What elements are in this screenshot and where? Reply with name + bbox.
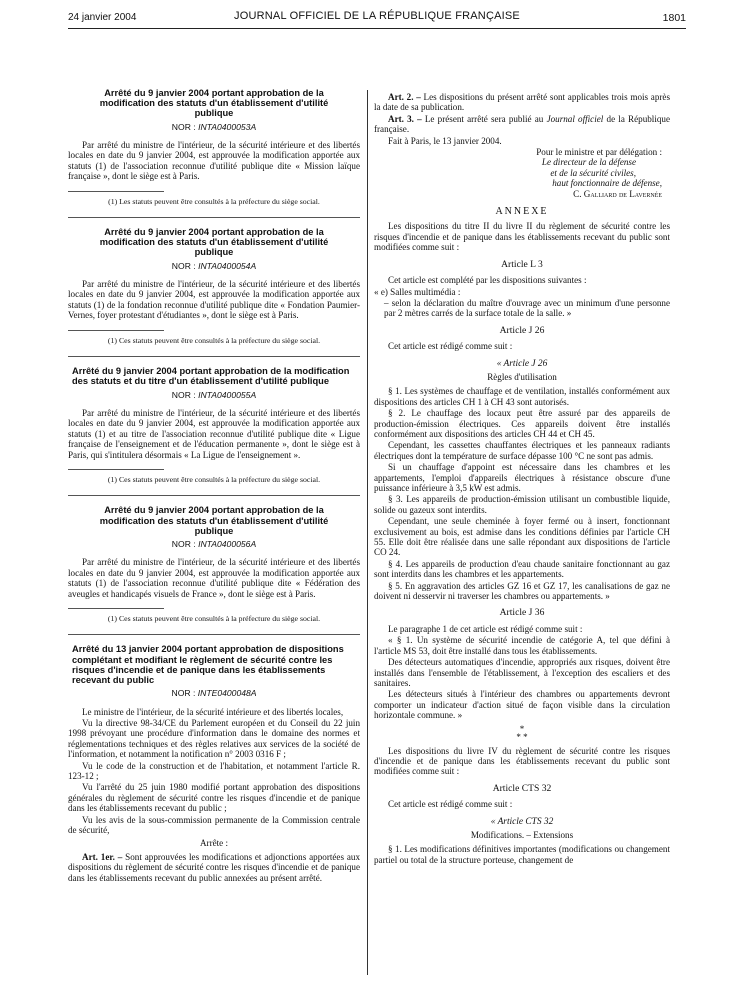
decree-paragraph: Vu les avis de la sous-commission permanente de la Commission centrale de sécurité, [68, 814, 360, 836]
nor-reference: NOR : INTA0400054A [171, 260, 257, 271]
footnote-rule [68, 330, 164, 331]
article-paragraph: § 1. Les systèmes de chauffage et de ventilation, installés conformément aux dispositions des articles CH 1 à CH 43 sont autorisés. [374, 386, 670, 407]
annexe-intro: Les dispositions du titre II du livre II du règlement de sécurité contre les risques d'incendie et de panique dans les établissements recevant du public sont modifiées comme suit : [374, 221, 670, 253]
livre-intro: Les dispositions du livre IV du règlement de sécurité contre les risques d'incendie et de panique dans les établissements recevant du public sont modifiées comme suit : [374, 745, 670, 777]
header-rule [68, 28, 686, 29]
decree-paragraph: Le ministre de l'intérieur, de la sécurité intérieure et des libertés locales, [82, 706, 344, 717]
article-paragraph: Les détecteurs situés à l'intérieur des chambres ou appartements devront comporter un indicateur d'action situé de façon visible dans la circulation horizontale commune. » [374, 689, 670, 721]
article-paragraph: Si un chauffage d'appoint est nécessaire dans les chambres et les appartements, l'emploi d'appareils électriques à résistance obscure d'une puissance inférieure à 3,5 kW est admis. [374, 462, 670, 493]
section-separator [68, 495, 360, 496]
article-heading-italic: « Article J 26 [496, 358, 548, 369]
arrete-heading: Arrête : [199, 838, 229, 849]
section-separator [68, 217, 360, 218]
decree-body: Par arrêté du ministre de l'intérieur, de la sécurité intérieure et des libertés locales en date du 9 janvier 2004, est approuvée la modification apportée aux statuts (1) de l'association reconnue d'utilité publique dite « Mission laïque française », dont le siège est à Paris. [68, 140, 360, 182]
left-column [68, 88, 360, 884]
decree-title: Arrêté du 9 janvier 2004 portant approbation de la modification des statuts d'un établissement d'utilité publique [99, 505, 329, 536]
page-header [68, 10, 686, 28]
article-heading: Article J 26 [499, 324, 545, 336]
footnote-rule [68, 469, 164, 470]
article-heading: Article L 3 [501, 258, 543, 270]
header-date: 24 janvier 2004 [68, 12, 137, 23]
article-subheading: Règles d'utilisation [487, 371, 557, 382]
decree-body: Par arrêté du ministre de l'intérieur, de la sécurité intérieure et des libertés locales en date du 9 janvier 2004, est approuvée la modification apportée aux statuts (1) de l'association reconnue d'utilité publique dite « Fédération des aveugles et handicapés visuels de France », dont le siège est à Paris. [68, 557, 360, 599]
signature-place-date: Fait à Paris, le 13 janvier 2004. [388, 135, 502, 146]
article-paragraph: Cependant, les cassettes chauffantes électriques et les panneaux radiants électriques dont la température de surface dépasse 100 °C ne sont pas admis. [374, 440, 670, 461]
signature-block: Pour le ministre et par délégation : Le directeur de la défense et de la sécurité civiles, haut fonctionnaire de défense, C. Galliard de Lavernée [536, 147, 662, 199]
list-item: – selon la déclaration du maître d'ouvrage avec un minimum d'une personne par 2 mètres carrés de la surface totale de la salle. » [384, 297, 670, 319]
footnote-rule [68, 608, 164, 609]
footnote: (1) Ces statuts peuvent être consultés à la préfecture du siège social. [107, 613, 321, 623]
footnote: (1) Ces statuts peuvent être consultés à la préfecture du siège social. [107, 474, 321, 484]
decree-title: Arrêté du 9 janvier 2004 portant approbation de la modification des statuts d'un établissement d'utilité publique [99, 88, 329, 119]
decree-body: Par arrêté du ministre de l'intérieur, de la sécurité intérieure et des libertés locales en date du 9 janvier 2004, est approuvée la modification apportée aux statuts (1) de la fondation reconnue d'utilité publique dite « Fondation Paumier-Vernes, foyer protestant d'étudiantes », dont le siège est à Paris. [68, 279, 360, 321]
article-intro: Le paragraphe 1 de cet article est rédigé comme suit : [388, 623, 583, 634]
page-number: 1801 [662, 12, 686, 24]
article-paragraph: § 2. Le chauffage des locaux peut être assuré par des appareils de production-émission électriques. Ces appareils doivent être installés conformément aux dispositions des articles CH 44 et CH 45. [374, 408, 670, 439]
article-1: Art. 1er. – Sont approuvées les modifications et adjonctions apportées aux dispositions du règlement de sécurité contre les risques d'incendie et de panique dans les établissements recevant du public annexées au présent arrêté. [68, 851, 360, 883]
article-intro: Cet article est rédigé comme suit : [388, 799, 513, 810]
article-heading: Article CTS 32 [492, 782, 552, 794]
decree-paragraph: Vu l'arrêté du 25 juin 1980 modifié portant approbation des dispositions générales du règlement de sécurité contre les risques d'incendie et de panique dans les établissements recevant du public ; [68, 782, 360, 814]
column-divider [367, 90, 368, 975]
decree-title: Arrêté du 9 janvier 2004 portant approbation de la modification des statuts d'un établissement d'utilité publique [99, 227, 329, 258]
nor-reference: NOR : INTA0400053A [171, 121, 257, 132]
article-paragraph: « § 1. Un système de sécurité incendie de catégorie A, tel que défini à l'article MS 53, doit être installé dans tous les établissements. [374, 635, 670, 656]
article-paragraph: § 5. En aggravation des articles GZ 16 et GZ 17, les canalisations de gaz ne doivent ni desservir ni traverser les chambres ou appartements. » [374, 580, 670, 602]
section-separator [68, 634, 360, 635]
article-paragraph: § 3. Les appareils de production-émission utilisant un combustible liquide, solide ou gazeux sont interdits. [374, 494, 670, 515]
article-intro: Cet article est complété par les dispositions suivantes : [388, 275, 587, 286]
footnote: (1) Ces statuts peuvent être consultés à la préfecture du siège social. [107, 335, 321, 345]
decree-body: Par arrêté du ministre de l'intérieur, de la sécurité intérieure et des libertés locales en date du 9 janvier 2004, est approuvée la modification apportée aux statuts (1) et au titre de l'association reconnue d'utilité publique dite « Ligue française de l'enseignement et de l'éducation permanente », dont le siège est à Paris, qui s'intitulera désormais « La Ligue de l'enseignement ». [68, 407, 360, 460]
right-column [374, 92, 670, 866]
article-heading: Article J 36 [499, 607, 545, 619]
journal-title: JOURNAL OFFICIEL DE LA RÉPUBLIQUE FRANÇAISE [234, 10, 520, 22]
article-heading-italic: « Article CTS 32 [490, 816, 554, 827]
article-intro: Cet article est rédigé comme suit : [388, 341, 513, 352]
section-separator [68, 356, 360, 357]
nor-reference: NOR : INTA0400055A [171, 389, 257, 400]
decree-title: Arrêté du 13 janvier 2004 portant approbation de dispositions complétant et modifiant le règlement de sécurité contre les risques d'incendie et de panique dans les établissements recevant du public [72, 644, 344, 685]
article-paragraph: Des détecteurs automatiques d'incendie, appropriés aux risques, doivent être installés dans l'ensemble de l'établissement, à l'exception des escaliers et des sanitaires. [374, 657, 670, 688]
asterism: * * * [516, 723, 528, 742]
article-3: Art. 3. – Le présent arrêté sera publié au Journal officiel de la République française. [374, 113, 670, 135]
decree-paragraph: Vu le code de la construction et de l'habitation, et notamment l'article R. 123-12 ; [68, 760, 360, 782]
footnote-rule [68, 191, 164, 192]
decree-paragraph: Vu la directive 98-34/CE du Parlement européen et du Conseil du 22 juin 1998 prévoyant une procédure d'information dans le domaine des normes et réglementations techniques et des règles relatives aux services de la société de l'information, et notamment la notification n° 2003 0316 F ; [68, 718, 360, 760]
decree-title: Arrêté du 9 janvier 2004 portant approbation de la modification des statuts et du titre d'un établissement d'utilité publique [72, 366, 350, 387]
article-2: Art. 2. – Les dispositions du présent arrêté sont applicables trois mois après la date de sa publication. [374, 92, 670, 113]
nor-reference: NOR : INTA0400056A [171, 538, 257, 549]
footnote: (1) Les statuts peuvent être consultés à la préfecture du siège social. [108, 196, 320, 206]
list-item: « e) Salles multimédia : [374, 286, 461, 297]
nor-reference: NOR : INTE0400048A [171, 688, 257, 699]
article-subheading: Modifications. – Extensions [470, 829, 574, 840]
article-paragraph: Cependant, une seule cheminée à foyer fermé ou à insert, fonctionnant exclusivement au bois, est admise dans les conditions définies par l'article CH 55. Elle doit être réalisée dans une salle répondant aux dispositions de l'article CO 24. [374, 516, 670, 558]
article-paragraph: § 1. Les modifications définitives importantes (modifications ou changement partiel ou total de la structure porteuse, changement de [374, 844, 670, 865]
article-paragraph: § 4. Les appareils de production d'eau chaude sanitaire fonctionnant au gaz sont interdits dans les chambres et les appartements. [374, 558, 670, 580]
annexe-heading: ANNEXE [495, 206, 549, 218]
